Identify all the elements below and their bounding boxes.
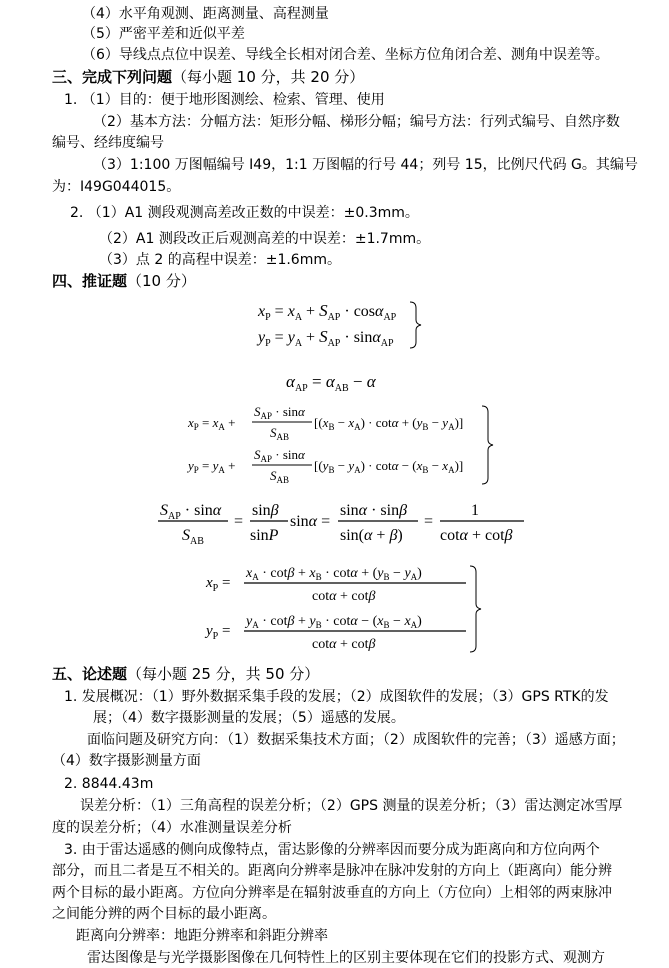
- s3-q2-c: （3）点 2 的高程中误差：±1.6mm。: [99, 252, 341, 268]
- s3-q1-c2: 为：I49G044015。: [52, 179, 181, 195]
- svg-text:sinβ: sinβ: [252, 502, 279, 519]
- svg-text:=: =: [424, 513, 434, 530]
- formula-ratio: [150, 496, 530, 554]
- formula-alpha: [282, 368, 402, 398]
- s3-q1-b1: （2）基本方法：分幅方法：矩形分幅、梯形分幅；编号方法：行列式编号、自然序数: [93, 114, 620, 130]
- svg-text:yP = yA + SAP · sinαAP: $y_P = y_A + S_{AP} \cdot \sin\alpha_{AP}$: [258, 327, 394, 349]
- section4-heading: 四、推证题（10 分）: [52, 272, 196, 290]
- section5-heading: 五、论述题（每小题 25 分，共 50 分）: [52, 665, 320, 683]
- s3-q2-b: （2）A1 测段改正后观测高差的中误差：±1.7mm。: [99, 231, 431, 247]
- svg-text:xP = xA +: $x_P = x_A$ +: [188, 415, 236, 432]
- s3-q1-c1: （3）1:100 万图幅编号 I49，1:1 万图幅的行号 44；列号 15，比例尺代码 G。其编号: [93, 157, 638, 173]
- svg-text:cotα + cotβ: cotα + cotβ: [312, 637, 376, 652]
- svg-text:SAP · sinα: $S_{AP} \cdot \sin\alpha$: [254, 447, 305, 464]
- svg-text:cotα + cotβ: cotα + cotβ: [440, 527, 513, 544]
- list-item-6: （6）导线点点位中误差、导线全长相对闭合差、坐标方位角闭合差、测角中误差等。: [82, 47, 609, 63]
- s5-p1-c: 面临问题及研究方向：（1）数据采集技术方面；（2）成图软件的完善；（3）遥感方面；: [87, 732, 625, 748]
- svg-text:SAB: $S_{AB}$: [270, 468, 290, 485]
- formula-final: [200, 560, 490, 664]
- svg-text:xP = xA + SAP · cosαAP: $x_P = x_A + S_{AP} \cdot \cos\alpha_{AP}$: [258, 301, 397, 323]
- svg-text:xA · cotβ + xB · cotα + (yB −: $x_A \cdot \cot\beta + x_B \cdot \cot\alpha + (y_B - y_A)$: [246, 566, 422, 582]
- svg-text:SAB: $S_{AB}$: [270, 425, 290, 442]
- svg-text:cotα + cotβ: cotα + cotβ: [312, 589, 376, 604]
- s5-p3-b: 部分，而且二者是互不相关的。距离向分辨率是脉冲在脉冲发射的方向上（距离向）能分辨: [52, 863, 612, 879]
- s5-p2-b: 误差分析：（1）三角高程的误差分析；（2）GPS 测量的误差分析；（3）雷达测定冰雪厚: [80, 798, 623, 814]
- s3-q2-a: 2. （1）A1 测段观测高差改正数的中误差：±0.3mm。: [70, 205, 419, 221]
- svg-text:yP =: $y_P$ =: [206, 623, 231, 642]
- svg-text:sinα =: sinα =: [290, 513, 331, 530]
- svg-text:SAP · sinα: $S_{AP} \cdot \sin\alpha$: [160, 502, 222, 522]
- s5-p3-d: 之间能分辨的两个目标的最小距离。: [52, 906, 276, 922]
- s5-p3-e: 距离向分辨率：地距分辨率和斜距分辨率: [76, 928, 328, 944]
- s5-p3-c: 两个目标的最小距离。方位向分辨率是在辐射波垂直的方向上（方位向）上相邻的两束脉冲: [52, 885, 612, 901]
- svg-text:xP =: $x_P$ =: [206, 575, 231, 594]
- formula-coordinates: [250, 296, 430, 358]
- s5-p1-d: （4）数字摄影测量方面: [52, 753, 201, 769]
- s3-q1-b2: 编号、经纬度编号: [52, 135, 164, 151]
- s5-p3-a: 3. 由于雷达遥感的侧向成像特点，雷达影像的分辨率因而要分成为距离向和方位向两个: [64, 842, 600, 858]
- svg-text:αAP = αAB − α: $\alpha_{AP} = \alpha_{AB} - \alpha$: [286, 372, 376, 394]
- s3-q1-a: 1. （1）目的：便于地形图测绘、检索、管理、使用: [64, 92, 385, 108]
- s5-p1-b: 展；（4）数字摄影测量的发展；（5）遥感的发展。: [93, 710, 405, 726]
- svg-text:sin(α + β): sin(α + β): [340, 527, 403, 544]
- svg-text:1: 1: [471, 502, 479, 519]
- s5-p3-f: 雷达图像是与光学摄影图像在几何特性上的区别主要体现在它们的投影方式、观测方: [87, 950, 605, 966]
- svg-text:yP = yA +: $y_P = y_A$ +: [188, 458, 236, 475]
- formula-expanded: [180, 400, 500, 496]
- svg-text:[(xB − xA) · cotα + (yB − yA)]: $[(x_B - x_A) \cdot \cot\alpha + (y_B - y_A)]$: [314, 415, 464, 432]
- s5-p2-c: 度的误差分析；（4）水准测量误差分析: [52, 820, 292, 836]
- svg-text:[(yB − yA) · cotα − (xB − xA)]: $[(y_B - y_A) \cdot \cot\alpha - (x_B - x_A)]$: [314, 458, 464, 475]
- svg-text:SAP · sinα: $S_{AP} \cdot \sin\alpha$: [254, 404, 305, 421]
- s5-p1-a: 1. 发展概况：（1）野外数据采集手段的发展；（2）成图软件的发展；（3）GPS RTK的发: [64, 689, 609, 705]
- s5-p2-a: 2. 8844.43m: [64, 776, 154, 792]
- svg-text:sinP: sinP: [250, 527, 279, 544]
- list-item-5: （5）严密平差和近似平差: [82, 26, 245, 42]
- svg-text:sinα · sinβ: sinα · sinβ: [340, 502, 408, 519]
- section3-heading: 三、完成下列问题（每小题 10 分，共 20 分）: [52, 68, 365, 86]
- svg-text:SAB: $S_{AB}$: [182, 527, 204, 547]
- list-item-4: （4）水平角观测、距离测量、高程测量: [82, 6, 329, 22]
- svg-text:yA · cotβ + yB · cotα − (xB −: $y_A \cdot \cot\beta + y_B \cdot \cot\alpha - (x_B - x_A)$: [246, 614, 422, 630]
- svg-text:=: =: [234, 513, 244, 530]
